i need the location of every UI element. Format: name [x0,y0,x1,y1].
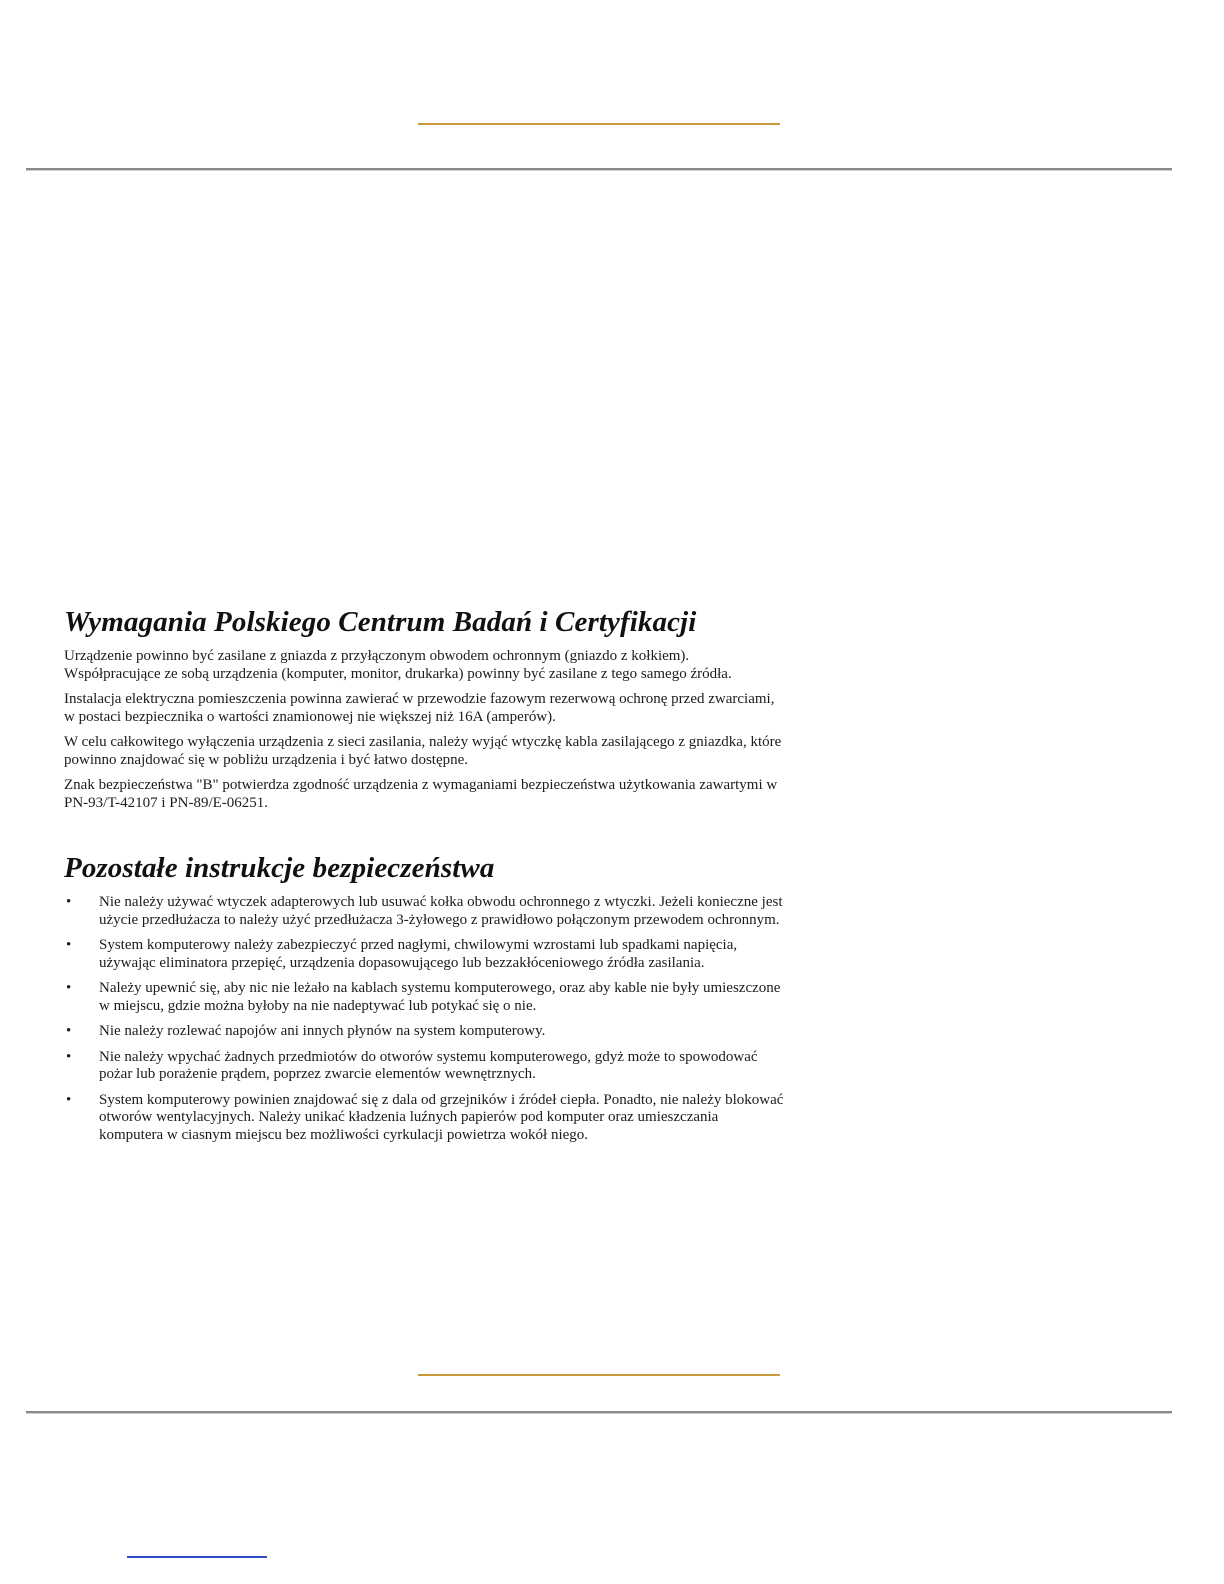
paragraph-disconnection: W celu całkowitego wyłączenia urządzenia z sieci zasilania, należy wyjąć wtyczkę kabla zasilającego z gniazdka, które powinno znajdować się w pobliżu urządzenia i być łatwo dostępne. [64,734,782,768]
bullet-icon: • [66,937,72,953]
list-item-text: System komputerowy powinien znajdować się z dala od grzejników i źródeł ciepła. Ponadto, nie należy blokować otworów wentylacyjnych. Należy unikać kładzenia luźnych papierów pod komputer oraz umieszczania komputera w ciasnym miejscu bez możliwości cyrkulacji powietrza wokół niego. [99,1091,784,1143]
list-item [64,894,784,929]
list-item [64,1092,784,1145]
bottom-horizontal-divider [26,1411,1172,1414]
footer-link-underline[interactable] [127,1556,267,1558]
paragraph-electrical-installation: Instalacja elektryczna pomieszczenia powinna zawierać w przewodzie fazowym rezerwową ochronę przed zwarciami, w postaci bezpiecznika o wartości znamionowej nie większej niż 16A (amperów). [64,691,775,725]
top-horizontal-divider [26,168,1172,171]
list-item-text: Należy upewnić się, aby nic nie leżało na kablach systemu komputerowego, oraz aby kable nie były umieszczone w miejscu, gdzie można byłoby na nie nadeptywać lub potykać się o nie. [99,980,781,1014]
list-item [64,1023,784,1041]
list-item-text: Nie należy używać wtyczek adapterowych lub usuwać kołka obwodu ochronnego z wtyczki. Jeżeli konieczne jest użycie przedłużacza to należy użyć przedłużacza 3-żyłowego z prawidłowo połączonym przewodem ochronnym. [99,894,783,928]
document-content [64,602,784,1152]
heading-pcbc-requirements: Wymagania Polskiego Centrum Badań i Certyfikacji [64,606,697,638]
list-item-text: System komputerowy należy zabezpieczyć przed nagłymi, chwilowymi wzrostami lub spadkami napięcia, używając eliminatora przepięć, urządzenia dopasowującego lub bezzakłóceniowego źródła zasilania. [99,937,738,971]
list-item-text: Nie należy wpychać żadnych przedmiotów do otworów systemu komputerowego, gdyż może to spowodować pożar lub porażenie prądem, poprzez zwarcie elementów wewnętrznych. [99,1048,758,1082]
bullet-icon: • [66,980,72,996]
safety-instructions-list [64,894,784,1144]
bullet-icon: • [66,1048,72,1065]
bullet-icon: • [66,1091,72,1108]
list-item [64,980,784,1015]
bottom-decorative-rule [418,1374,780,1376]
paragraph-power-supply: Urządzenie powinno być zasilane z gniazda z przyłączonym obwodem ochronnym (gniazdo z kołkiem). Współpracujące ze sobą urządzenia (komputer, monitor, drukarka) powinny być zasilane z tego samego źródła. [64,648,732,682]
paragraph-safety-mark: Znak bezpieczeństwa "B" potwierdza zgodność urządzenia z wymaganiami bezpieczeństwa użytkowania zawartymi w PN-93/T-42107 i PN-89/E-06251. [64,777,778,811]
bullet-icon: • [66,894,72,910]
bullet-icon: • [66,1023,72,1039]
top-decorative-rule [418,123,780,125]
list-item-text: Nie należy rozlewać napojów ani innych płynów na system komputerowy. [99,1023,546,1039]
list-item [64,1049,784,1084]
list-item [64,937,784,972]
heading-other-safety-instructions: Pozostałe instrukcje bezpieczeństwa [64,852,495,884]
